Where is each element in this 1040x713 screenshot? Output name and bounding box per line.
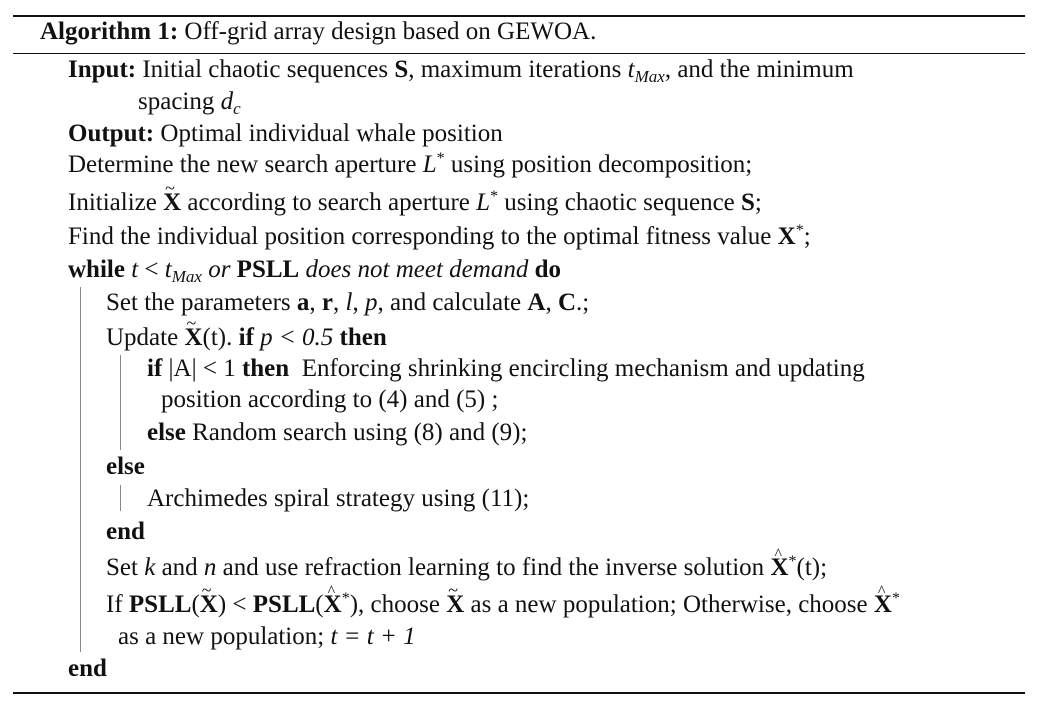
symbol-l: l: [345, 289, 353, 316]
symbol-X-tilde: ~ X: [446, 590, 464, 620]
symbol-S: S: [394, 56, 409, 83]
input-line-cont: [138, 87, 241, 117]
keyword-then: then: [339, 324, 387, 351]
operator-lt: <: [232, 591, 247, 618]
bottom-rule: [13, 692, 1025, 694]
symbol-L: L: [476, 189, 491, 216]
step-text: and: [161, 554, 198, 581]
superscript-star: *: [436, 150, 445, 167]
step-text: using chaotic sequence: [504, 189, 735, 216]
step-set-params: Set the parameters a, r, l, p, and calculate A, C.;: [106, 289, 590, 316]
step-text: Find the individual position corresponding to the optimal fitness value: [68, 223, 772, 250]
input-text: , and the minimum: [664, 56, 854, 83]
superscript-star: *: [490, 188, 499, 205]
algorithm-label: Algorithm 1:: [40, 18, 179, 45]
step-text: according to search aperture: [187, 189, 470, 216]
keyword-end: end: [68, 655, 107, 682]
step-text: using position decomposition;: [450, 151, 753, 178]
input-text: , maximum iterations: [408, 56, 622, 83]
step-text: Random search using (8) and (9);: [192, 419, 528, 446]
algorithm-caption: [40, 17, 596, 47]
keyword-then: then: [241, 355, 290, 382]
subscript-max: Max: [634, 67, 665, 86]
symbol-psll: PSLL: [128, 591, 192, 618]
step-archimedes: [147, 484, 529, 514]
symbol-t: t: [164, 256, 172, 283]
step-initialize: [68, 188, 762, 218]
if-end: [106, 517, 145, 547]
step-text: Set the parameters: [106, 289, 291, 316]
input-line: [68, 55, 854, 85]
step-text: Set: [106, 554, 138, 581]
step-text: as a new population; Otherwise, choose: [470, 591, 868, 618]
symbol-a: a: [296, 289, 310, 316]
step-text: position according to (4) and (5) ;: [161, 386, 499, 413]
symbol-X-hat: ^ X: [874, 590, 892, 620]
step-text: as a new population;: [118, 623, 325, 650]
keyword-if: if: [238, 324, 254, 351]
inner-if: [147, 354, 865, 384]
condition-A: |A| < 1: [168, 355, 236, 382]
input-text: Initial chaotic sequences: [142, 56, 389, 83]
symbol-C: C: [557, 289, 577, 316]
algorithm-title: Off-grid array design based on GEWOA.: [184, 18, 597, 45]
step-text: (t);: [796, 554, 828, 581]
keyword-if: if: [147, 355, 163, 382]
inner-else: [147, 418, 527, 448]
condition-text: does not meet demand: [305, 256, 529, 283]
step-text: Update: [106, 324, 179, 351]
superscript-star: *: [788, 553, 797, 570]
superscript-star: *: [795, 222, 804, 239]
symbol-X-hat: ^ X: [770, 553, 788, 583]
symbol-X-tilde: ~ X: [163, 188, 181, 218]
symbol-L: L: [422, 151, 437, 178]
step-text: , and calculate: [377, 289, 522, 316]
symbol-S: S: [741, 189, 755, 216]
subscript-c: c: [233, 99, 241, 118]
punct: ;: [803, 223, 811, 250]
increment-expression: t = t + 1: [330, 623, 416, 650]
output-keyword: Output:: [68, 120, 155, 147]
symbol-n: n: [203, 554, 217, 581]
step-find: [68, 222, 811, 252]
while-end: [68, 654, 107, 684]
if-block-bar: [120, 355, 121, 450]
step-refraction: [106, 553, 827, 583]
operator-lt: <: [144, 256, 159, 283]
symbol-X-tilde: ~ X: [200, 590, 218, 620]
step-text: Initialize: [68, 189, 157, 216]
symbol-A: A: [527, 289, 546, 316]
step-choose-cont: [118, 622, 416, 652]
step-text: Determine the new search aperture: [68, 151, 417, 178]
while-header: [68, 255, 561, 285]
keyword-end: end: [106, 518, 145, 545]
symbol-t: t: [627, 56, 635, 83]
output-line: [68, 119, 503, 149]
step-choose: If PSLL(~ X) < PSLL(^ X*), choose ~ X as a new population; Otherwise, choose ^ X*: [106, 590, 900, 620]
punct: .;: [576, 289, 590, 316]
while-block-bar: [80, 287, 81, 652]
step-text: , choose: [358, 591, 440, 618]
keyword-or: or: [208, 256, 231, 283]
symbol-r: r: [321, 289, 334, 316]
symbol-p: p: [364, 289, 378, 316]
step-text: If: [106, 591, 123, 618]
step-text: (t).: [202, 324, 233, 351]
step-text: and use refraction learning to find the inverse solution: [222, 554, 765, 581]
keyword-else: else: [147, 419, 186, 446]
symbol-X-tilde: ~ X: [184, 323, 202, 353]
keyword-while: while: [68, 256, 125, 283]
step-update: [106, 323, 387, 353]
punct: ;: [754, 189, 762, 216]
inner-if-cont: [161, 385, 498, 415]
condition-p: p < 0.5: [260, 324, 334, 351]
step-text: Enforcing shrinking encircling mechanism and updating: [301, 355, 865, 382]
subscript-max: Max: [171, 267, 202, 286]
symbol-psll: PSLL: [236, 256, 300, 283]
symbol-X: X: [777, 223, 796, 250]
header-rule: [13, 53, 1025, 54]
symbol-d: d: [220, 88, 234, 115]
keyword-do: do: [534, 256, 561, 283]
symbol-k: k: [144, 554, 156, 581]
outer-else: [106, 452, 145, 482]
keyword-else: else: [106, 453, 145, 480]
input-keyword: Input:: [68, 56, 137, 83]
output-text: Optimal individual whale position: [160, 120, 503, 147]
superscript-star: *: [341, 590, 350, 607]
step-text: Archimedes spiral strategy using (11);: [147, 485, 530, 512]
superscript-star: *: [891, 590, 900, 607]
symbol-t: t: [131, 256, 139, 283]
symbol-psll: PSLL: [252, 591, 316, 618]
input-text: spacing: [138, 88, 215, 115]
symbol-X-hat: ^ X: [324, 590, 342, 620]
else-block-bar: [120, 485, 121, 511]
